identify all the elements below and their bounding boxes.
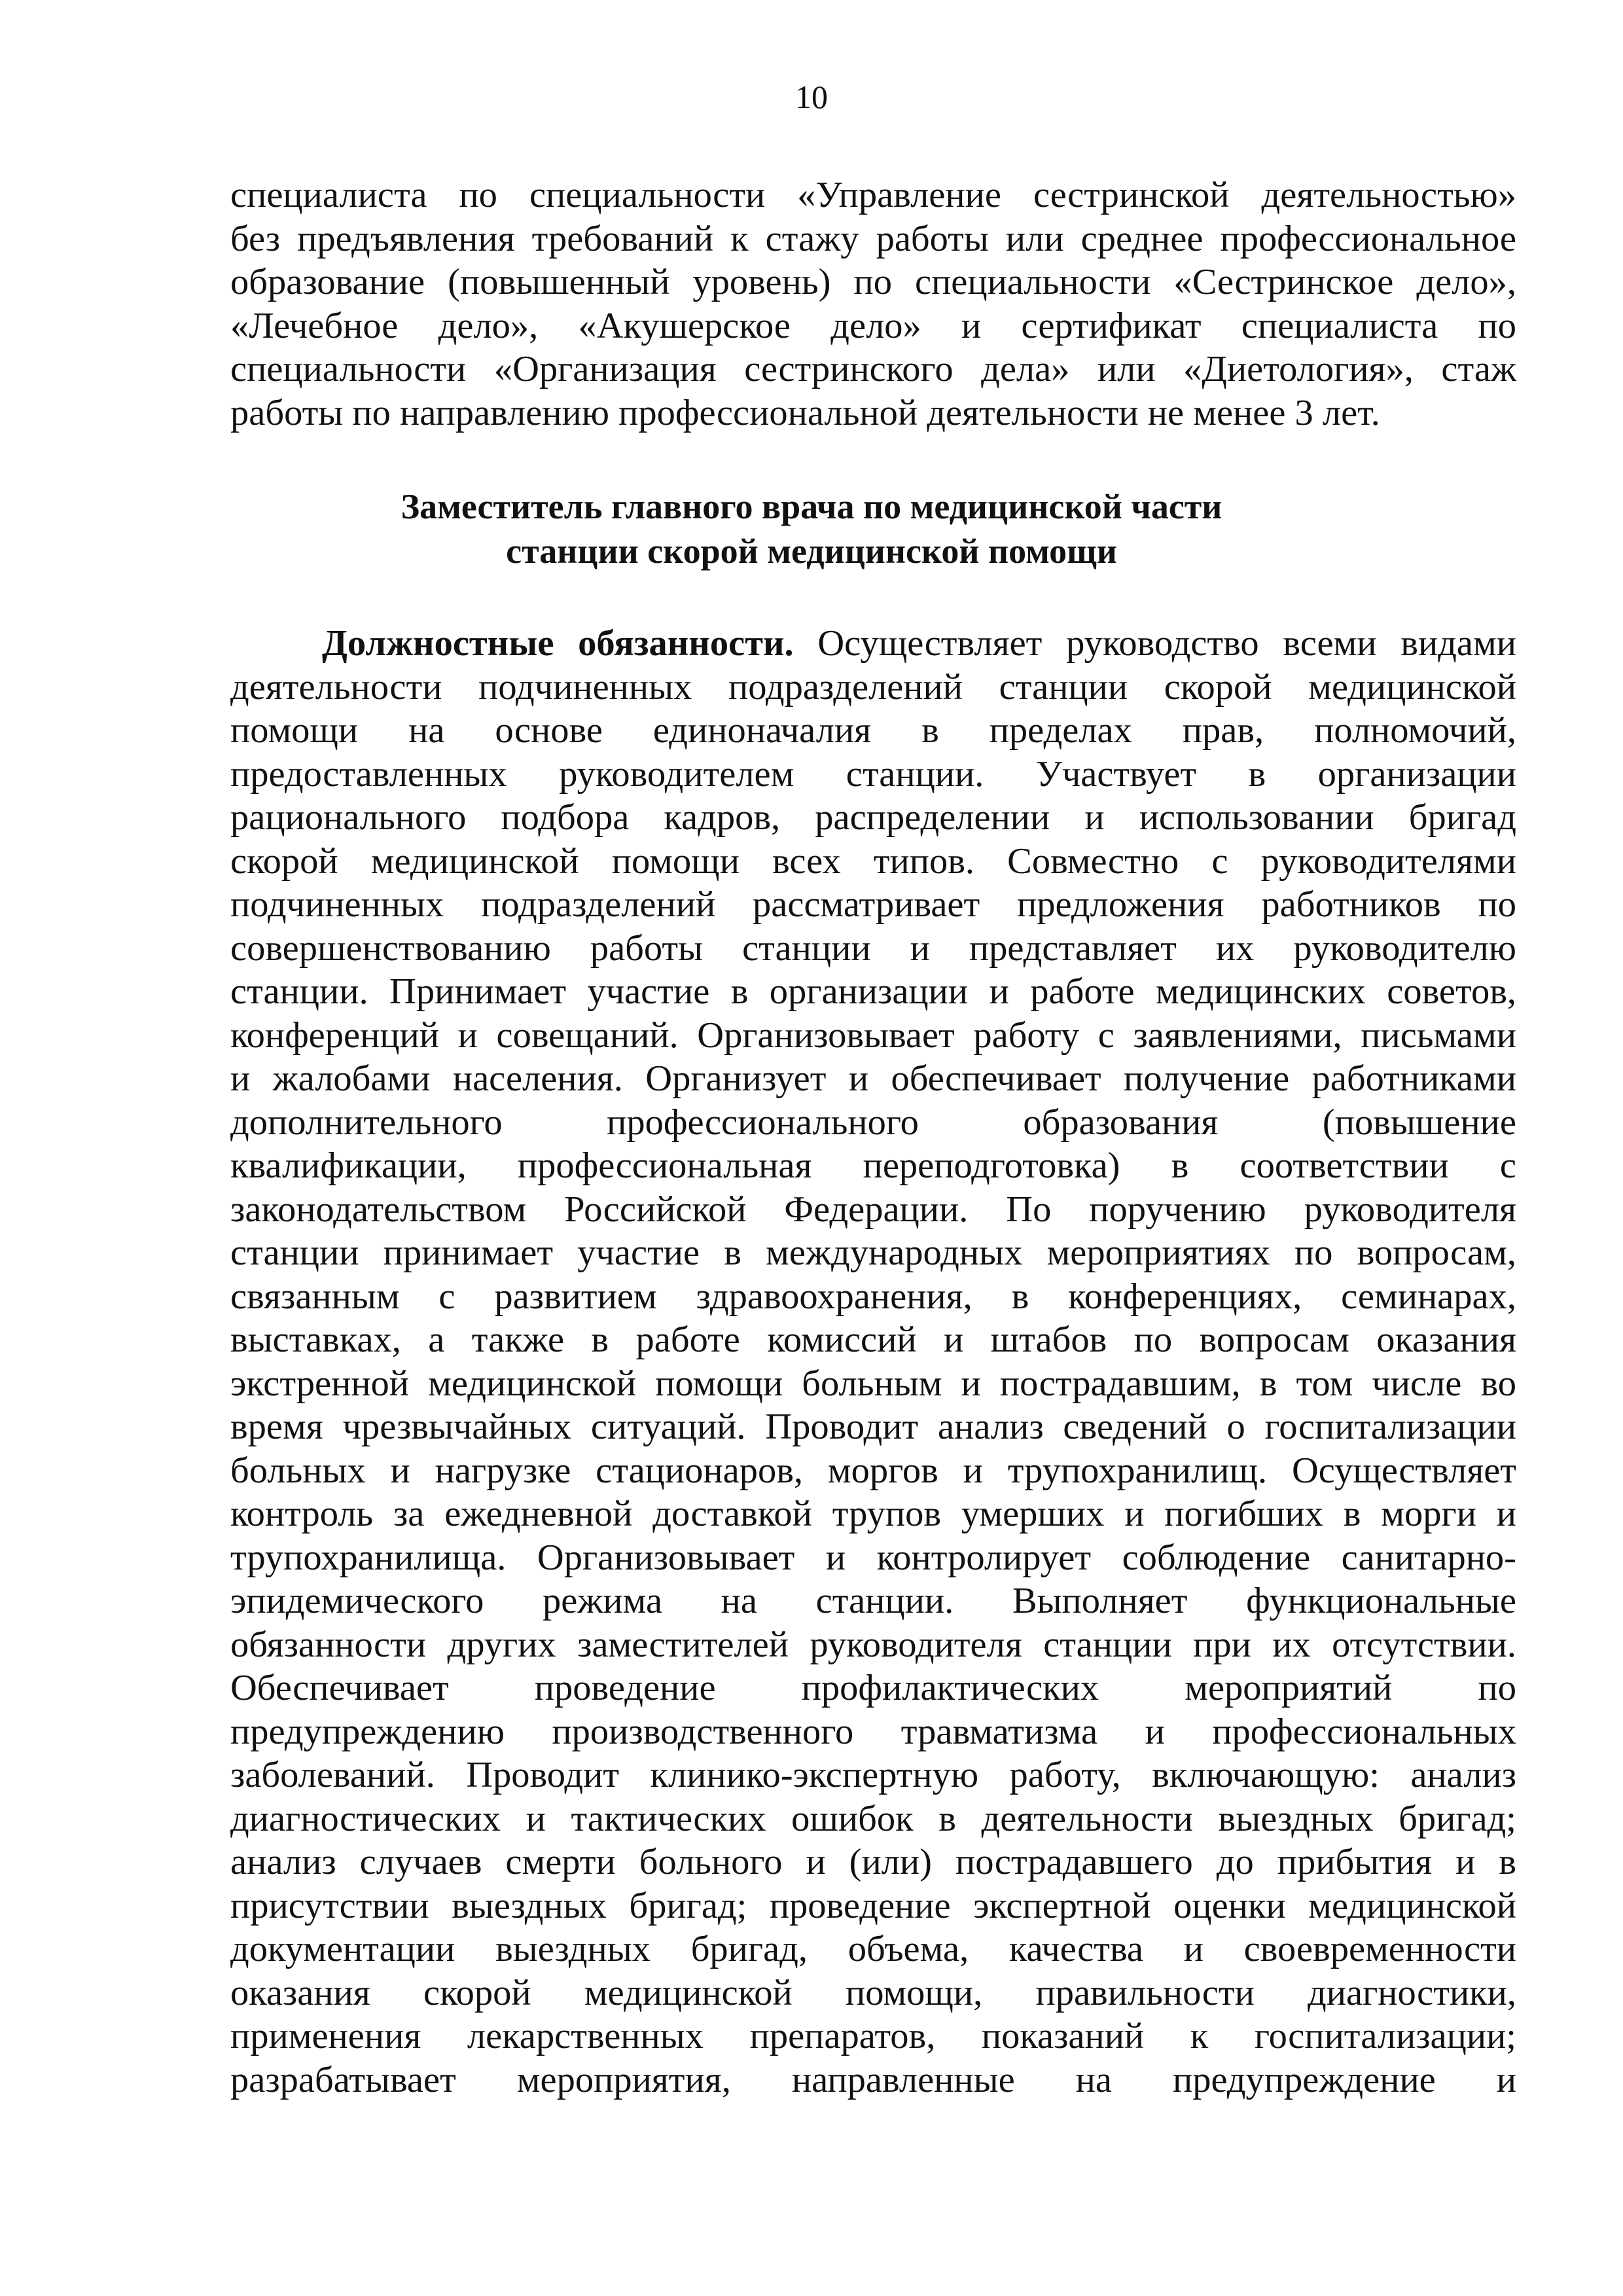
heading-line-2: станции скорой медицинской помощи <box>506 531 1117 571</box>
text-line: рационального подбора кадров, распределении и использовании бригад <box>230 797 1516 838</box>
text-line: анализ случаев смерти больного и (или) пострадавшего до прибытия и в <box>230 1842 1516 1882</box>
text-line: помощи на основе единоначалия в пределах прав, полномочий, <box>230 710 1516 751</box>
text-line: Обеспечивает проведение профилактических мероприятий по <box>230 1668 1516 1708</box>
text-line: без предъявления требований к стажу работы или среднее профессиональное <box>230 218 1516 259</box>
text-line: трупохранилища. Организовывает и контролирует соблюдение санитарно- <box>230 1537 1516 1578</box>
text-line: выставках, а также в работе комиссий и штабов по вопросам оказания <box>230 1319 1516 1360</box>
text-line: оказания скорой медицинской помощи, правильности диагностики, <box>230 1972 1516 2013</box>
text-line: обязанности других заместителей руководителя станции при их отсутствии. <box>230 1624 1516 1665</box>
text-line: работы по направлению профессиональной деятельности не менее 3 лет. <box>230 392 1380 433</box>
text-line: подчиненных подразделений рассматривает предложения работников по <box>230 884 1516 925</box>
text-line: присутствии выездных бригад; проведение экспертной оценки медицинской <box>230 1885 1516 1926</box>
text-line: станции. Принимает участие в организации и работе медицинских советов, <box>230 971 1516 1012</box>
text-line: станции принимает участие в международных мероприятиях по вопросам, <box>230 1232 1516 1273</box>
text-line: законодательством Российской Федерации. По поручению руководителя <box>230 1189 1516 1230</box>
text-line: специальности «Организация сестринского дела» или «Диетология», стаж <box>230 349 1516 389</box>
text-line: больных и нагрузке стационаров, моргов и трупохранилищ. Осуществляет <box>230 1450 1516 1491</box>
text-line: деятельности подчиненных подразделений станции скорой медицинской <box>230 666 1516 708</box>
text-line: скорой медицинской помощи всех типов. Совместно с руководителями <box>230 840 1516 882</box>
text-line: специалиста по специальности «Управление сестринской деятельностью» <box>230 175 1516 215</box>
text-line: контроль за ежедневной доставкой трупов умерших и погибших в морги и <box>230 1494 1516 1534</box>
duties-label: Должностные обязанности. <box>322 623 794 664</box>
duties-first-line-text: Осуществляет руководство всеми видами <box>793 623 1516 664</box>
heading-line-1: Заместитель главного врача по медицинской части <box>401 487 1222 526</box>
text-line: время чрезвычайных ситуаций. Проводит анализ сведений о госпитализации <box>230 1407 1516 1447</box>
text-line: предоставленных руководителем станции. Участвует в организации <box>230 753 1516 795</box>
text-line: разрабатывает мероприятия, направленные на предупреждение и <box>230 2059 1516 2100</box>
section-heading <box>0 484 1623 573</box>
text-line: применения лекарственных препаратов, показаний к госпитализации; <box>230 2016 1516 2056</box>
text-line: заболеваний. Проводит клинико-экспертную работу, включающую: анализ <box>230 1755 1516 1795</box>
text-line: конференций и совещаний. Организовывает работу с заявлениями, письмами <box>230 1014 1516 1056</box>
text-line: совершенствованию работы станции и представляет их руководителю <box>230 927 1516 969</box>
duties-paragraph <box>230 622 1516 2102</box>
text-line: эпидемического режима на станции. Выполняет функциональные <box>230 1581 1516 1621</box>
intro-paragraph <box>230 173 1516 435</box>
text-line: связанным с развитием здравоохранения, в конференциях, семинарах, <box>230 1276 1516 1317</box>
duties-first-line <box>230 622 1516 666</box>
text-line: «Лечебное дело», «Акушерское дело» и сертификат специалиста по <box>230 305 1516 346</box>
text-line: дополнительного профессионального образования (повышение <box>230 1102 1516 1143</box>
text-line: документации выездных бригад, объема, качества и своевременности <box>230 1929 1516 1969</box>
text-line: и жалобами населения. Организует и обеспечивает получение работниками <box>230 1058 1516 1099</box>
page-number: 10 <box>795 79 828 115</box>
text-line: квалификации, профессиональная переподготовка) в соответствии с <box>230 1145 1516 1186</box>
text-line: экстренной медицинской помощи больным и пострадавшим, в том числе во <box>230 1363 1516 1404</box>
text-line: образование (повышенный уровень) по специальности «Сестринское дело», <box>230 262 1516 302</box>
text-line: диагностических и тактических ошибок в деятельности выездных бригад; <box>230 1798 1516 1839</box>
text-line: предупреждению производственного травматизма и профессиональных <box>230 1711 1516 1752</box>
